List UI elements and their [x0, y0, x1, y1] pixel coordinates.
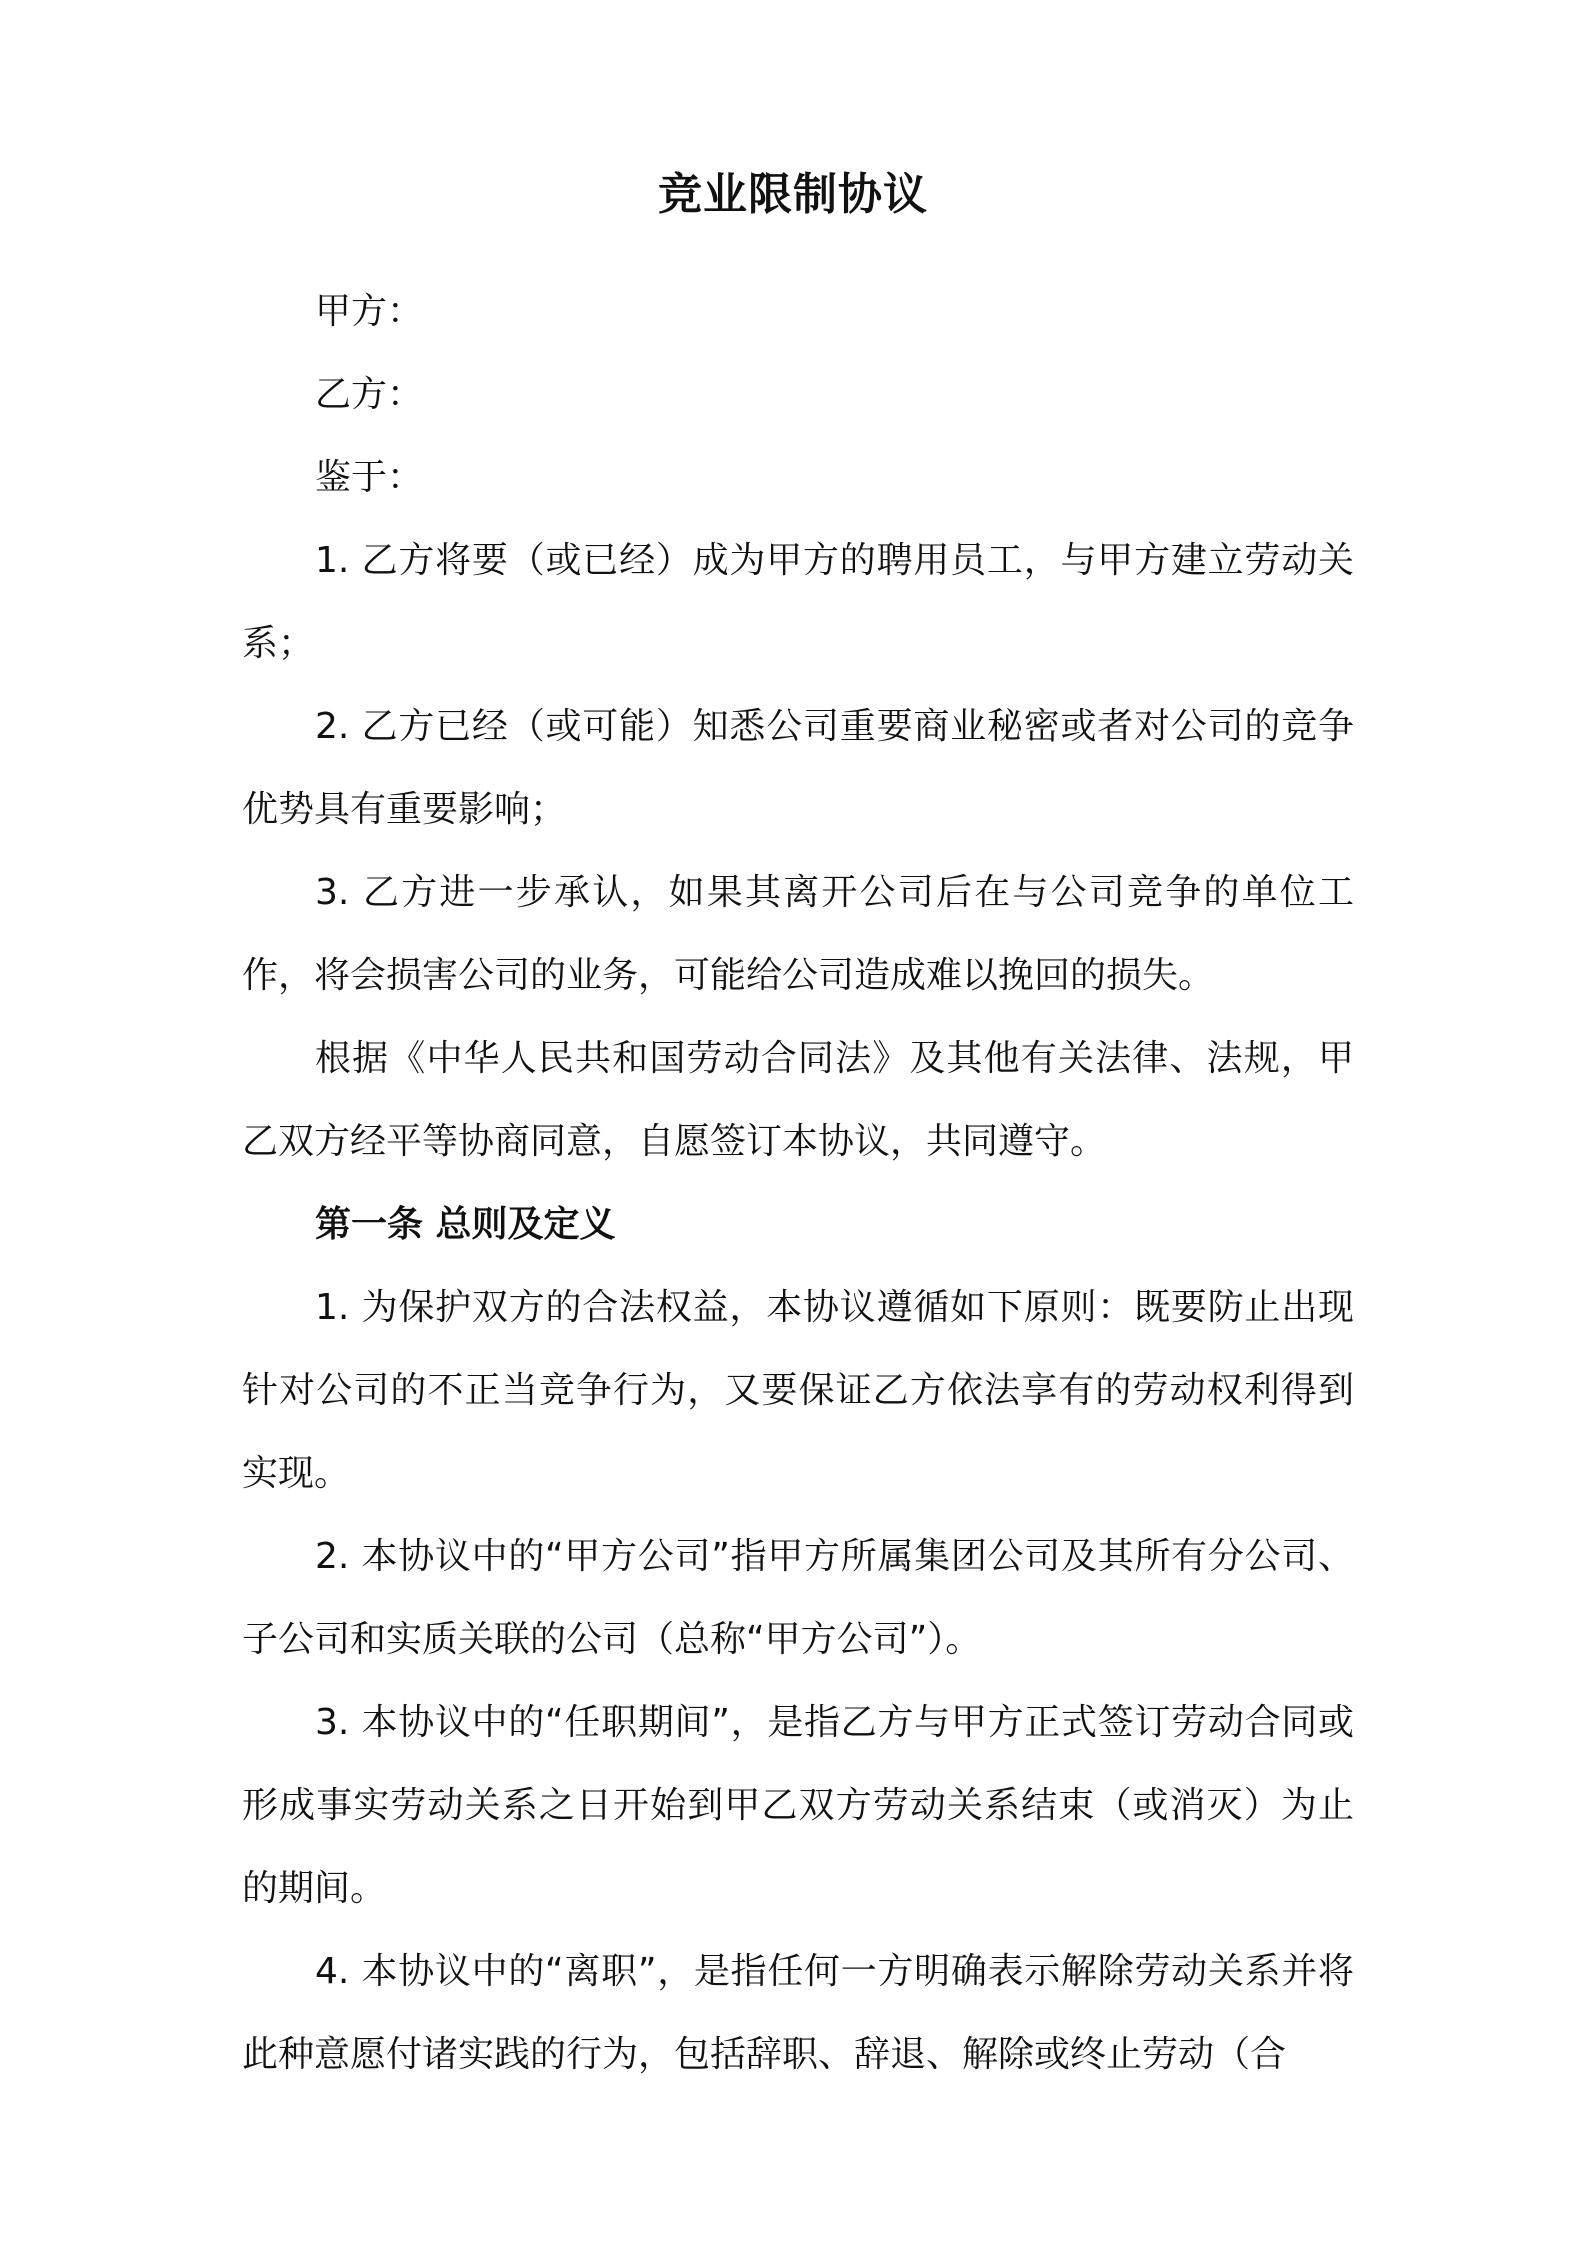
article-1-item-2: 2. 本协议中的“甲方公司”指甲方所属集团公司及其所有分公司、子公司和实质关联的公司（总称“甲方公司”）。 — [242, 1536, 1354, 1660]
party-b-label: 乙方： — [315, 374, 424, 415]
whereas-item-1: 1. 乙方将要（或已经）成为甲方的聘用员工，与甲方建立劳动关系； — [242, 540, 1354, 664]
article-1-item-4: 4. 本协议中的“离职”，是指任何一方明确表示解除劳动关系并将此种意愿付诸实践的行为，包括辞职、辞退、解除或终止劳动（合 — [242, 1951, 1354, 2075]
whereas-label: 鉴于： — [315, 457, 424, 498]
whereas-item-3: 3. 乙方进一步承认，如果其离开公司后在与公司竞争的单位工作，将会损害公司的业务，可能给公司造成难以挽回的损失。 — [242, 872, 1354, 996]
article-1-item-1: 1. 为保护双方的合法权益，本协议遵循如下原则：既要防止出现针对公司的不正当竞争行为，又要保证乙方依法享有的劳动权利得到实现。 — [242, 1287, 1354, 1494]
party-a-label: 甲方： — [315, 291, 424, 332]
basis-paragraph: 根据《中华人民共和国劳动合同法》及其他有关法律、法规，甲乙双方经平等协商同意，自愿签订本协议，共同遵守。 — [242, 1038, 1354, 1162]
whereas-item-2: 2. 乙方已经（或可能）知悉公司重要商业秘密或者对公司的竞争优势具有重要影响； — [242, 706, 1354, 830]
article-1-heading: 第一条 总则及定义 — [315, 1204, 616, 1245]
article-1-item-3: 3. 本协议中的“任职期间”，是指乙方与甲方正式签订劳动合同或形成事实劳动关系之日开始到甲乙双方劳动关系结束（或消灭）为止的期间。 — [242, 1702, 1354, 1909]
document-title: 竞业限制协议 — [658, 169, 928, 220]
document-body — [242, 270, 1354, 2096]
